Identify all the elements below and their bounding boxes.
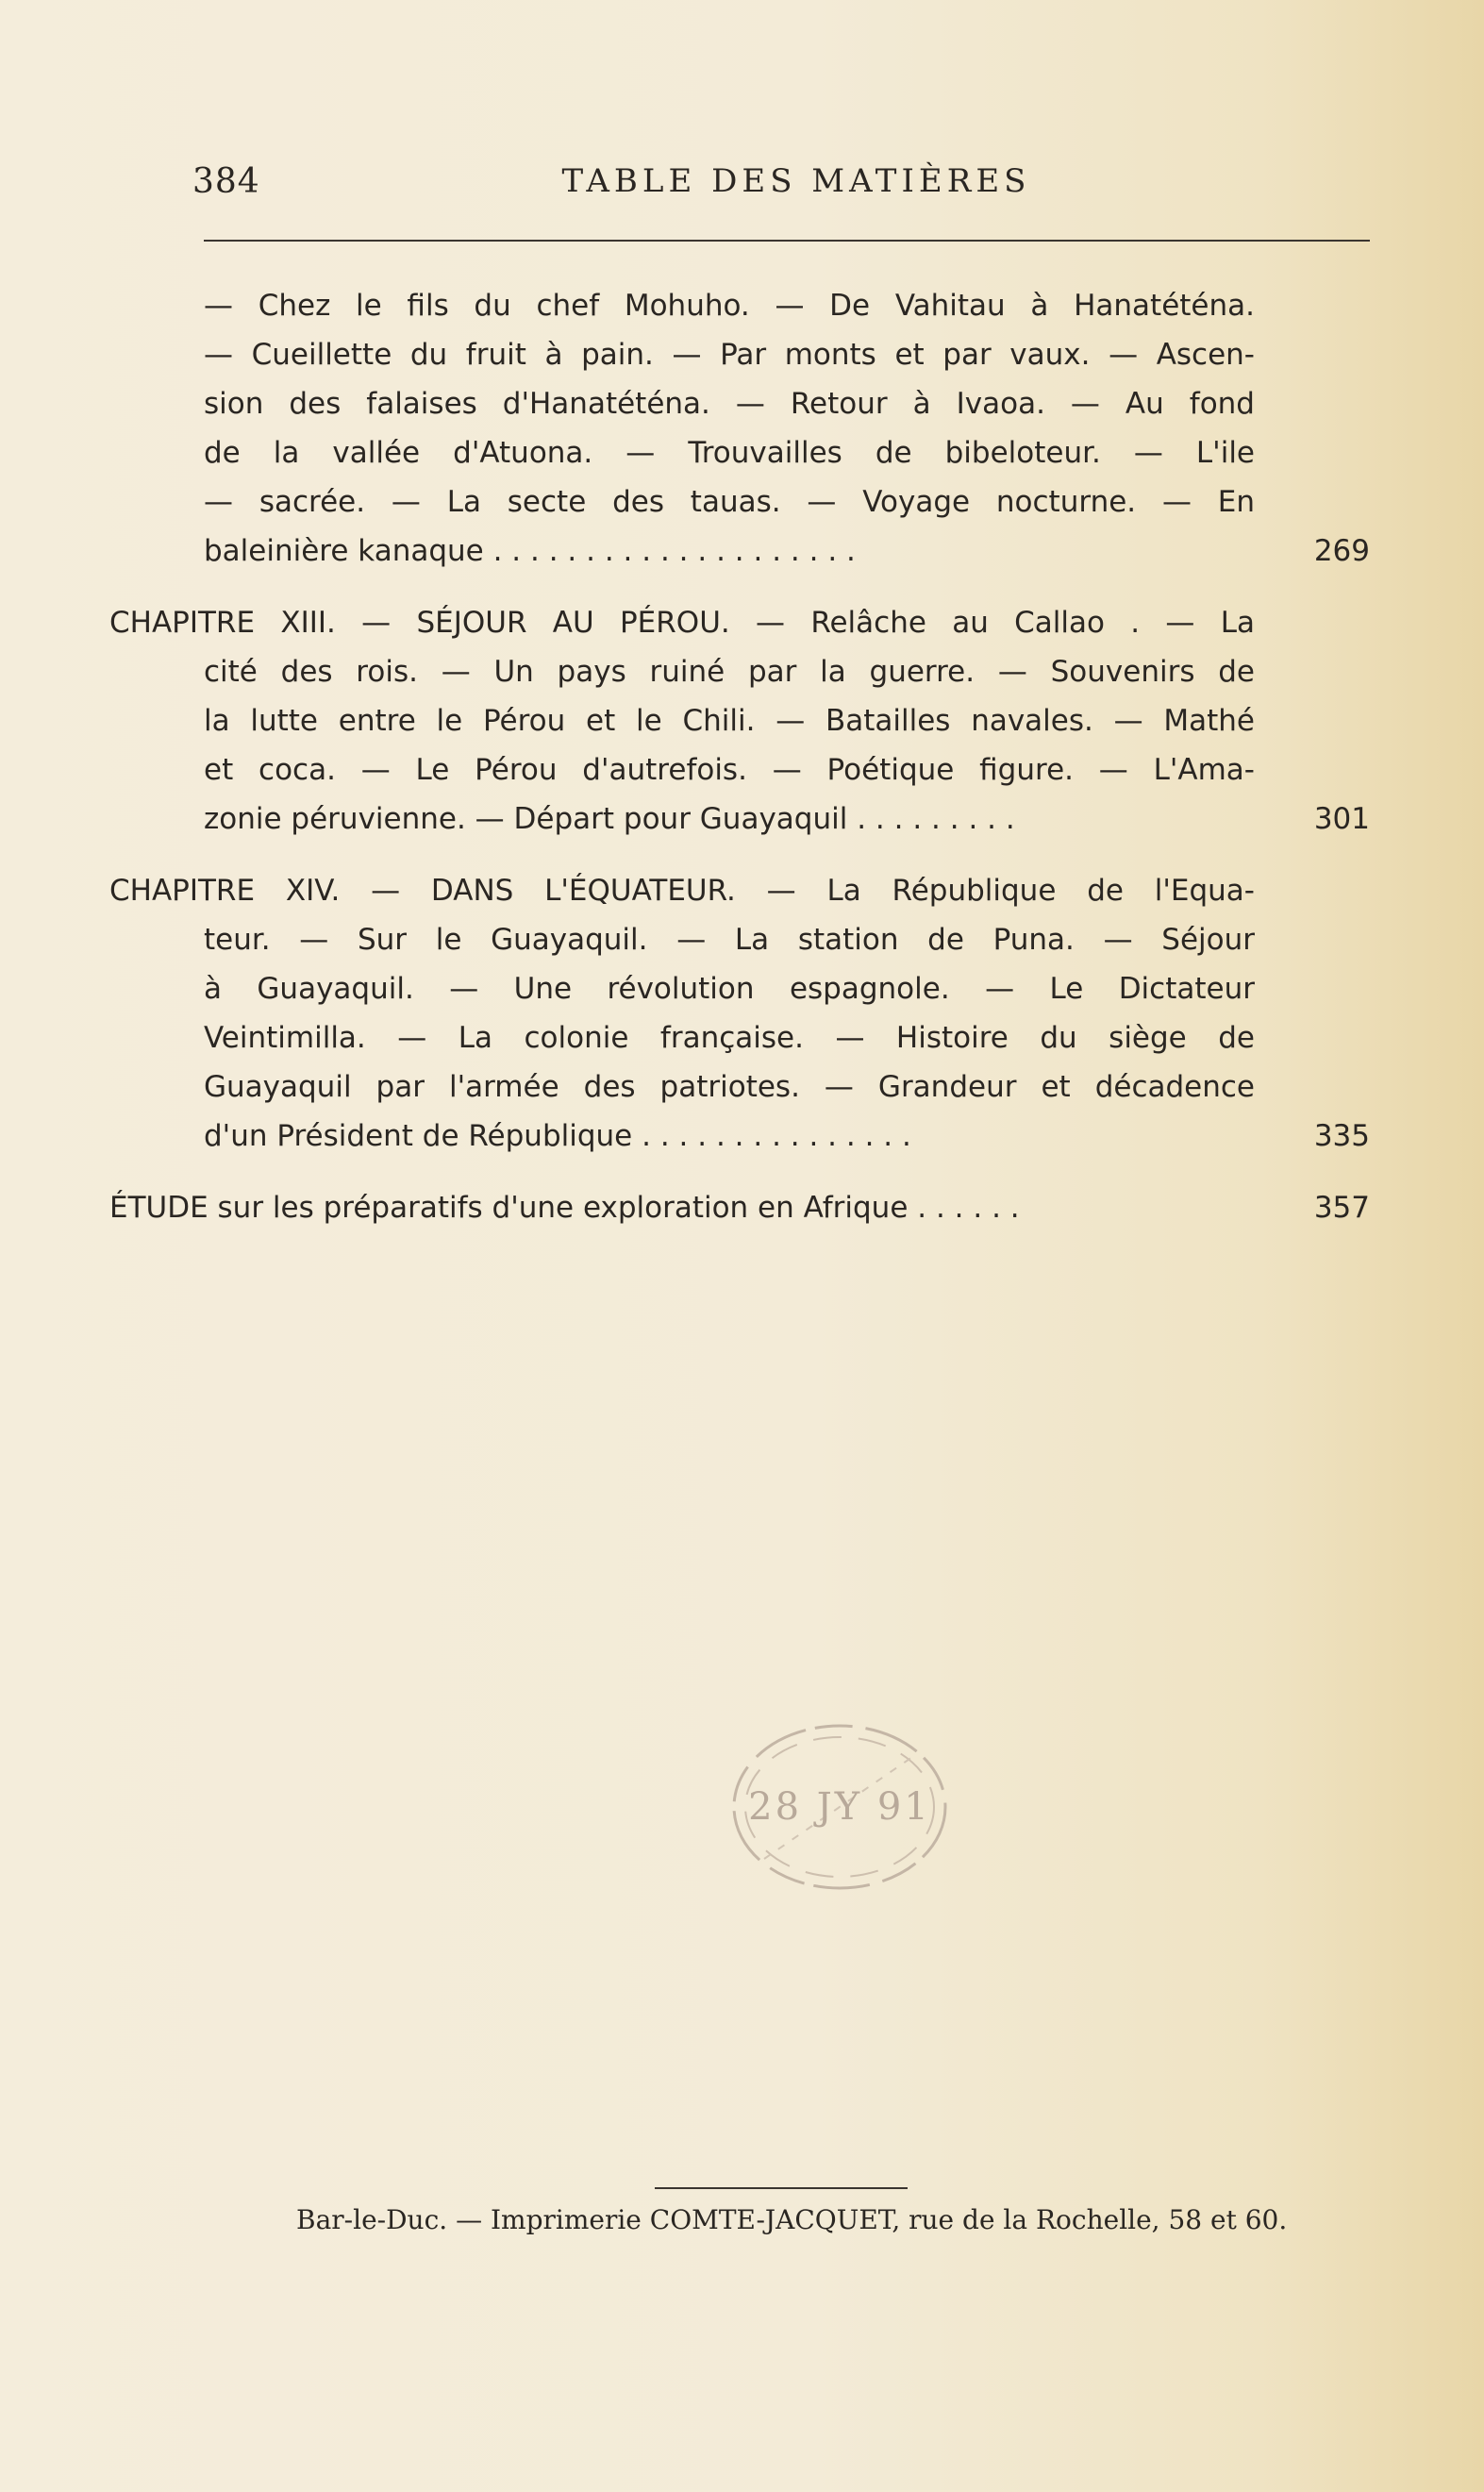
toc-line: — Cueillette du fruit à pain. — Par monts et par vaux. — Ascen-: [204, 338, 1255, 372]
toc-line: — Chez le fils du chef Mohuho. — De Vahitau à Hanatéténa.: [204, 289, 1255, 323]
toc-line: et coca. — Le Pérou d'autrefois. — Poétique figure. — L'Ama-: [204, 753, 1255, 787]
library-stamp: [726, 1717, 953, 1897]
printer-imprint: Bar-le-Duc. — Imprimerie COMTE-JACQUET, rue de la Rochelle, 58 et 60.: [296, 2204, 1288, 2235]
toc-line: ÉTUDE sur les préparatifs d'une exploration en Afrique . . . . . .: [109, 1191, 1020, 1225]
toc-entry-chapter-xiv: [109, 866, 1370, 1161]
toc-line: CHAPITRE XIV. — DANS L'ÉQUATEUR. — La République de l'Equa-: [109, 874, 1255, 908]
toc-entry-chapter-xiii: [109, 598, 1370, 844]
toc-line: baleinière kanaque . . . . . . . . . . . . . . . . . . . .: [204, 534, 856, 568]
stamp-date: 28 JY 91: [748, 1785, 931, 1829]
toc-line: d'un Président de République . . . . . . . . . . . . . . .: [204, 1119, 911, 1153]
page-header: [192, 162, 1372, 219]
toc-line: de la vallée d'Atuona. — Trouvailles de bibeloteur. — L'ile: [204, 436, 1255, 470]
running-title: TABLE DES MATIÈRES: [561, 162, 1031, 200]
toc-line: CHAPITRE XIII. — SÉJOUR AU PÉROU. — Relâche au Callao . — La: [109, 606, 1255, 640]
toc-line: sion des falaises d'Hanatéténa. — Retour à Ivaoa. — Au fond: [204, 387, 1255, 421]
toc-line: zonie péruvienne. — Départ pour Guayaquil . . . . . . . . .: [204, 802, 1015, 836]
toc-line: — sacrée. — La secte des tauas. — Voyage nocturne. — En: [204, 485, 1255, 519]
toc-entry-etude: [109, 1183, 1370, 1232]
footer-rule: [655, 2187, 908, 2189]
toc-entry: [204, 281, 1370, 576]
toc-page-number: 357: [1313, 1191, 1370, 1225]
toc-line: Veintimilla. — La colonie française. — Histoire du siège de: [204, 1021, 1255, 1055]
toc-page-number: 335: [1313, 1119, 1370, 1153]
page-number: 384: [192, 162, 260, 201]
toc-page-number: 301: [1313, 802, 1370, 836]
toc-line: Guayaquil par l'armée des patriotes. — Grandeur et décadence: [204, 1070, 1255, 1104]
toc-page-number: 269: [1313, 534, 1370, 568]
header-rule: [204, 240, 1370, 242]
toc-line: cité des rois. — Un pays ruiné par la guerre. — Souvenirs de: [204, 655, 1255, 689]
toc-line: teur. — Sur le Guayaquil. — La station de Puna. — Séjour: [204, 923, 1255, 957]
table-of-contents: [109, 281, 1370, 1255]
toc-line: la lutte entre le Pérou et le Chili. — Batailles navales. — Mathé: [204, 704, 1255, 738]
toc-line: à Guayaquil. — Une révolution espagnole. — Le Dictateur: [204, 972, 1255, 1006]
